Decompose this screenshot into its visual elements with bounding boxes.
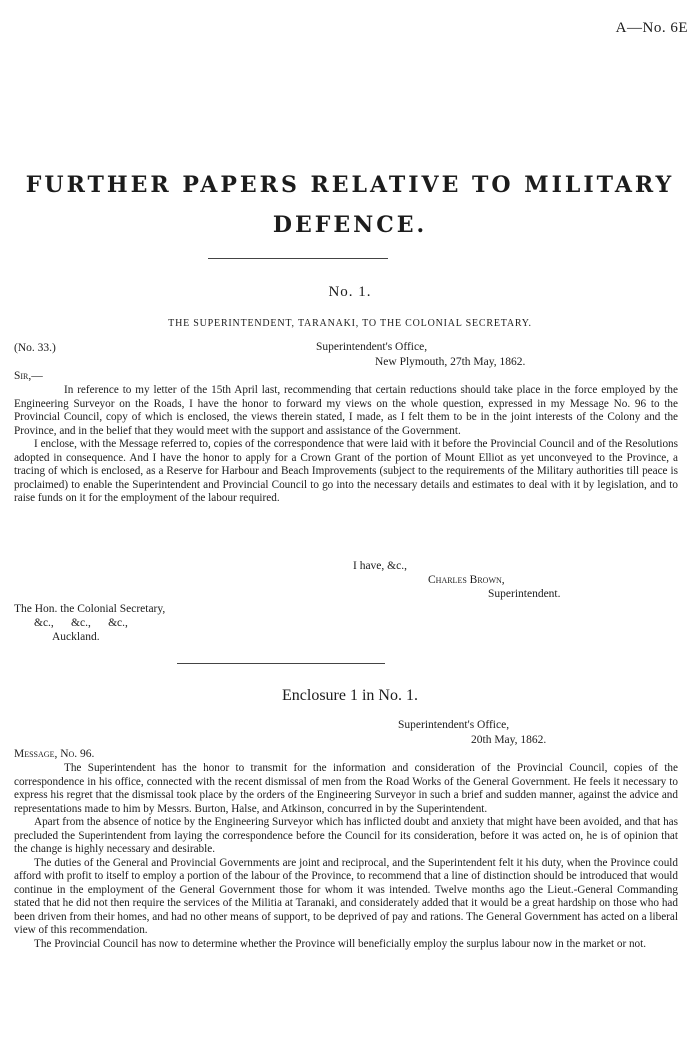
letter-heading: THE SUPERINTENDENT, TARANAKI, TO THE COLONIAL SECRETARY. [168, 318, 532, 329]
letter-salutation: Sir,— [14, 370, 43, 382]
letter-paragraph-1: In reference to my letter of the 15th April last, recommending that certain reductions should take place in the force employed by the Engineering Surveyor on the Roads, I have the honor to forward my views on the whole question, expressed in my Message No. 96 to the Provincial Council, copy of which is enclosed, the views therein stated, I made, as I felt them to be in the joint interests of the Colony and the Province, and in the belief that they would meet with the support and assistance of the Government. [14, 384, 678, 437]
addressee-line-1: The Hon. the Colonial Secretary, [14, 603, 166, 615]
enclosure-heading: Enclosure 1 in No. 1. [282, 687, 418, 704]
letter-signer: Charles Brown, [428, 574, 505, 586]
letter-closing: I have, &c., [353, 560, 407, 572]
message-label: Message, No. 96. [14, 748, 95, 760]
addressee-line-2: &c., &c., &c., [34, 617, 128, 629]
enclosure-date: 20th May, 1862. [471, 734, 547, 746]
letter-place-date: New Plymouth, 27th May, 1862. [375, 356, 526, 368]
document-number: No. 1. [328, 284, 372, 300]
enclosure-paragraph-3: The duties of the General and Provincial Governments are joint and reciprocal, and the Superintendent felt it his duty, when the Province could afford with profit to itself to employ a portion of the labour of the Province, to recommend that a line of distinction should be introduced that would continue in the employment of the General Government those for whom it was intended. Twelve months ago the Lieut.-General Commanding stated that he did not then require the services of the Militia at Taranaki, and considerately added that it would be a great hardship on those who had been driven from their homes, and had no other means of support, to be deprived of pay and rations. The General Government has acted on a liberal view of this recommendation. [14, 856, 678, 936]
enclosure-paragraph-4: The Provincial Council has now to determine whether the Province will beneficially employ the surplus labour now in the market or not. [34, 937, 647, 950]
title-divider [208, 258, 388, 259]
document-title-line-1: FURTHER PAPERS RELATIVE TO MILITARY [25, 172, 675, 198]
enclosure-office: Superintendent's Office, [398, 719, 510, 731]
letter-paragraph-2: I enclose, with the Message referred to, copies of the correspondence that were laid with it before the Provincial Council and of the Resolutions adopted in consequence. And I have the honor to apply for a Crown Grant of the portion of Mount Elliot as yet unconveyed to the Province, a tracing of which is enclosed, as a Reserve for Harbour and Beach Improvements (subject to the requirements of the Military authorities till peace is proclaimed) to enable the Superintendent and Provincial Council to go into the necessary details and estimates to deal with it by legislation, and to raise funds on it for the employment of the labour required. [14, 438, 678, 504]
letter-signer-title: Superintendent. [488, 588, 561, 600]
document-title-line-2: DEFENCE. [272, 212, 428, 238]
enclosure-paragraph-1: The Superintendent has the honor to transmit for the information and consideration of the Provincial Council, copies of the correspondence in his office, connected with the recent dismissal of men from the Road Works of the General Government. He feels it necessary to express his regret that the dismissal took place by the orders of the Engineering Surveyor in such a brief and sudden manner, against the advice and representations made to him by Messrs. Burton, Halse, and Atkinson, concurred in by the Superintendent. [14, 762, 678, 815]
page-reference: A—No. 6E [615, 20, 688, 36]
letter-ref-number: (No. 33.) [14, 342, 56, 354]
letter-office: Superintendent's Office, [316, 341, 428, 353]
letter-body [14, 384, 678, 506]
addressee-line-3: Auckland. [52, 631, 100, 643]
section-divider [177, 663, 385, 664]
enclosure-paragraph-2: Apart from the absence of notice by the Engineering Surveyor which has inflicted doubt and anxiety that might have been avoided, and that has precluded the Superintendent from laying the correspondence before the Council for its consideration, before it was acted on, he is of opinion that the change is highly necessary and desirable. [14, 816, 678, 855]
enclosure-body [14, 762, 678, 951]
